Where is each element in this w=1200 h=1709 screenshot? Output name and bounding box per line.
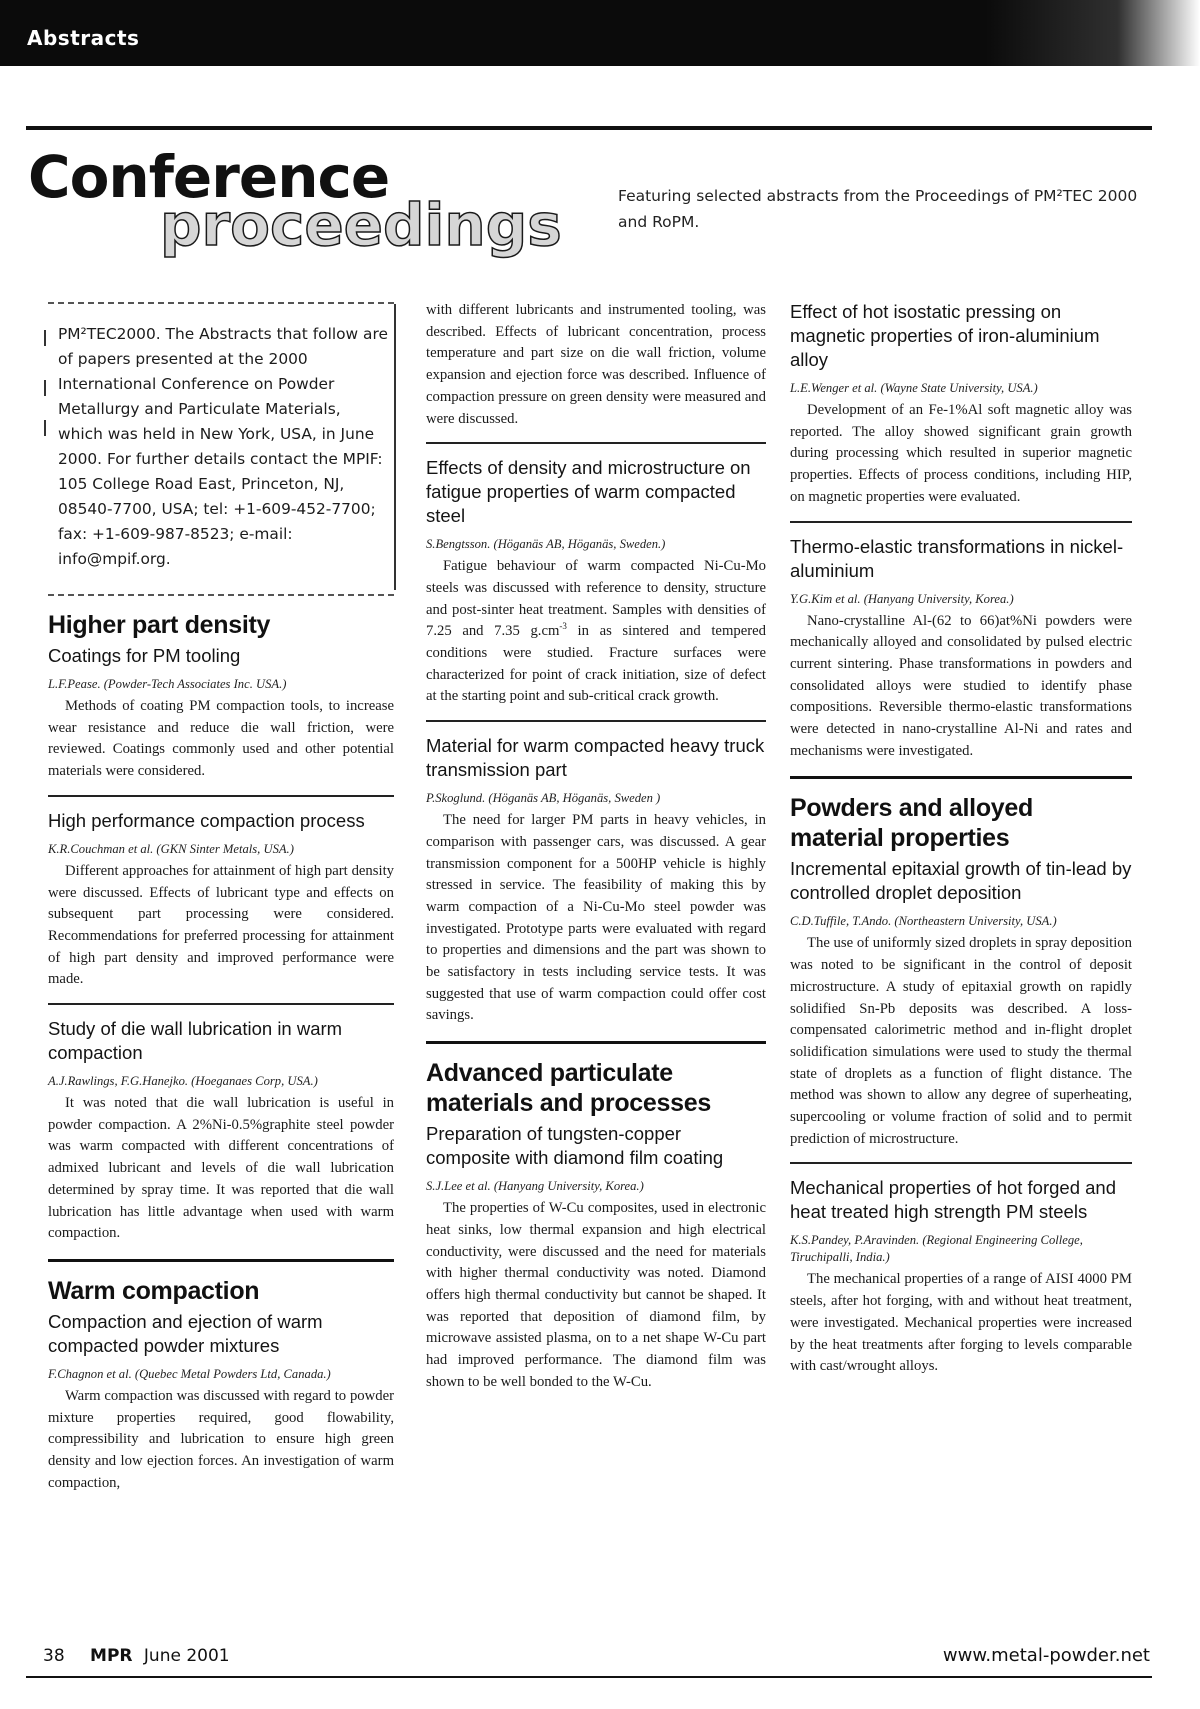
article-title: Compaction and ejection of warm compacted powder mixtures — [48, 1310, 323, 1356]
article-title: Coatings for PM tooling — [48, 645, 241, 666]
intro-text: PM²TEC2000. The Abstracts that follow are of papers presented at the 2000 International Conference on Powder Metallurgy and Particulate Materials, which was held in New York, USA, in June 2000. For further details contact the MPIF: 105 College Road East, Princeton, NJ, 08540-7700, USA; tel: +1-609-452-7700; fax: +1-609-987-8523; e-mail: info@mpif.org. — [58, 325, 388, 568]
article-title: Effect of hot isostatic pressing on magnetic properties of iron-aluminium alloy — [790, 301, 1100, 370]
article-body: Warm compaction was discussed with regard to powder mixture properties required, good flowability, compressibility and lubrication to ensure high green density and low ejection forces. An investigation of warm compaction, — [48, 1387, 394, 1491]
article-body: The properties of W-Cu composites, used in electronic heat sinks, low thermal expansion and high electrical conductivity, were discussed and the need for materials with higher thermal conductivity was noted. Diamond offers high thermal conductivity but cannot be shaped. It was reported that deposition of diamond film, by microwave assisted plasma, on to a net shape W-Cu part had improved performance. The diamond film was shown to be well bonded to the W-Cu. — [426, 1200, 766, 1390]
article-body — [426, 556, 766, 708]
section-heading: Powders and alloyed material properties — [790, 794, 1033, 853]
article-body-continued: with different lubricants and instrumented tooling, was described. Effects of lubricant concentration, process temperature and part size on die wall friction, volume expansion and ejection force was described. Influence of compaction pressure on green density were measured and were discussed. — [426, 302, 766, 427]
article-title: Incremental epitaxial growth of tin-lead by controlled droplet deposition — [790, 858, 1132, 904]
page-title-line2: proceedings — [160, 191, 562, 259]
section-divider — [790, 776, 1132, 779]
article-title: Study of die wall lubrication in warm compaction — [48, 1018, 343, 1064]
article-title: Thermo-elastic transformations in nickel-aluminium — [790, 535, 1124, 581]
footer-rule — [26, 1676, 1152, 1678]
article-authors: Y.G.Kim et al. (Hanyang University, Korea.) — [790, 591, 1014, 606]
footer-url[interactable]: www.metal-powder.net — [942, 1645, 1150, 1666]
article-authors: K.R.Couchman et al. (GKN Sinter Metals, USA.) — [48, 841, 294, 856]
article-authors: L.E.Wenger et al. (Wayne State University, USA.) — [790, 381, 1038, 395]
article-authors: C.D.Tuffile, T.Ando. (Northeastern University, USA.) — [790, 914, 1057, 929]
header-band — [0, 0, 1200, 66]
column-2 — [426, 300, 766, 1394]
article-body: Nano-crystalline Al-(62 to 66)at%Ni powders were mechanically alloyed and consolidated by pulsed electric current sintering. Phase transformations in powders and consolidated alloys were studied to identify phase compositions. Reversible thermo-elastic transformations were detected in nano-crystalline Al-Ni and rates and mechanisms were investigated. — [790, 612, 1132, 759]
page-tagline: Featuring selected abstracts from the Proceedings of PM²TEC 2000 and RoPM. — [618, 187, 1138, 231]
column-3 — [790, 300, 1132, 1378]
article-body: The need for larger PM parts in heavy vehicles, in comparison with passenger cars, was discussed. A gear transmission component for a 500HP vehicle is highly stressed in service. The feasibility of making this by warm compaction of a Ni-Cu-Mo steel powder was investigated. Prototype parts were evaluated with regard to properties and dimensions and the part was shown to be satisfactory in tests including service tests. It was suggested that use of warm compaction could offer cost savings. — [426, 812, 766, 1024]
section-divider — [426, 1041, 766, 1044]
page-title-line1: Conference — [28, 143, 390, 211]
divider — [48, 1003, 394, 1005]
section-heading: Higher part density — [48, 611, 271, 639]
section-label: Abstracts — [27, 26, 140, 50]
magazine-name: MPR — [90, 1646, 133, 1666]
article-title: Mechanical properties of hot forged and heat treated high strength PM steels — [790, 1177, 1117, 1223]
section-heading: Advanced particulate materials and processes — [426, 1059, 711, 1118]
article-authors: K.S.Pandey, P.Aravinden. (Regional Engineering College, Tiruchipalli, India.) — [790, 1233, 1083, 1265]
page-number: 38 — [43, 1646, 65, 1666]
article-authors: A.J.Rawlings, F.G.Hanejko. (Hoeganaes Corp, USA.) — [48, 1074, 318, 1089]
article-title: High performance compaction process — [48, 809, 365, 831]
article-authors: S.Bengtsson. (Höganäs AB, Höganäs, Sweden.) — [426, 537, 666, 552]
intro-margin-mark — [44, 330, 46, 346]
section-heading: Warm compaction — [48, 1276, 260, 1305]
divider — [790, 1162, 1132, 1164]
article-authors: S.J.Lee et al. (Hanyang University, Korea.) — [426, 1179, 644, 1194]
divider — [790, 521, 1132, 523]
intro-margin-mark — [44, 420, 46, 436]
article-body-text: in as sintered and tempered conditions were studied. Fracture surfaces were characterized for point of crack initiation, size of defect at the starting point and sub-critical crack growth. — [426, 623, 766, 705]
divider — [426, 442, 766, 444]
article-title: Preparation of tungsten-copper composite with diamond film coating — [426, 1123, 724, 1169]
article-body-text: Fatigue behaviour of warm compacted Ni-Cu-Mo steels was discussed with reference to density, structure and post-sinter heat treatment. Samples with densities of 7.25 and 7.35 g.cm — [426, 558, 766, 640]
article-body: The use of uniformly sized droplets in spray deposition was noted to be significant in the control of deposit microstructure. A study of epitaxial growth on rapidly solidified Sn-Pb deposits was described. A loss-compensated calorimetric method and in-flight droplet solidification simulations were used to study the thermal state of droplets as a function of flight distance. The method was shown to allow any degree of superheating, supercooling or volume fraction of solid and to permit prediction of microstructure. — [790, 935, 1132, 1147]
article-body: It was noted that die wall lubrication is useful in powder compaction. A 2%Ni-0.5%graphite steel powder was warm compacted with different concentrations of admixed lubricant and levels of die wall lubrication determined by spray time. It was reported that die wall lubrication has little advantage when used with warm compaction. — [48, 1095, 394, 1242]
article-body: The mechanical properties of a range of AISI 4000 PM steels, after hot forging, with and without heat treatment, were investigated. Mechanical properties were increased by the heat treatments after forging to levels comparable with cast/wrought alloys. — [790, 1271, 1132, 1375]
article-body: Development of an Fe-1%Al soft magnetic alloy was reported. The alloy showed significant grain growth during processing which resulted in superior magnetic properties. Effects of process conditions, including HIP, on magnetic properties were evaluated. — [790, 402, 1132, 505]
intro-box-border — [394, 304, 396, 590]
footer-left — [43, 1646, 230, 1666]
article-body: Methods of coating PM compaction tools, to increase wear resistance and reduce die wall friction, were reviewed. Coatings commonly used and other potential materials were considered. — [48, 698, 394, 780]
article-title: Effects of density and microstructure on fatigue properties of warm compacted steel — [426, 457, 751, 527]
section-divider — [48, 1259, 394, 1262]
issue-date: June 2001 — [143, 1646, 230, 1666]
superscript: -3 — [559, 621, 567, 632]
article-authors: L.F.Pease. (Powder-Tech Associates Inc. USA.) — [48, 677, 287, 691]
header-texture — [870, 0, 1200, 66]
article-title: Material for warm compacted heavy truck transmission part — [426, 735, 765, 781]
article-authors: P.Skoglund. (Höganäs AB, Höganäs, Sweden ) — [426, 791, 661, 806]
intro-margin-mark — [44, 380, 46, 396]
article-body: Different approaches for attainment of high part density were discussed. Effects of lubricant type and effects on subsequent part processing were considered. Recommendations for preferred processing for attainment of high part density and improved performance were made. — [48, 862, 394, 988]
divider — [48, 795, 394, 797]
article-authors: F.Chagnon et al. (Quebec Metal Powders Ltd, Canada.) — [48, 1366, 331, 1381]
divider — [426, 720, 766, 722]
header-rule — [26, 126, 1152, 130]
column-1 — [48, 610, 394, 1494]
